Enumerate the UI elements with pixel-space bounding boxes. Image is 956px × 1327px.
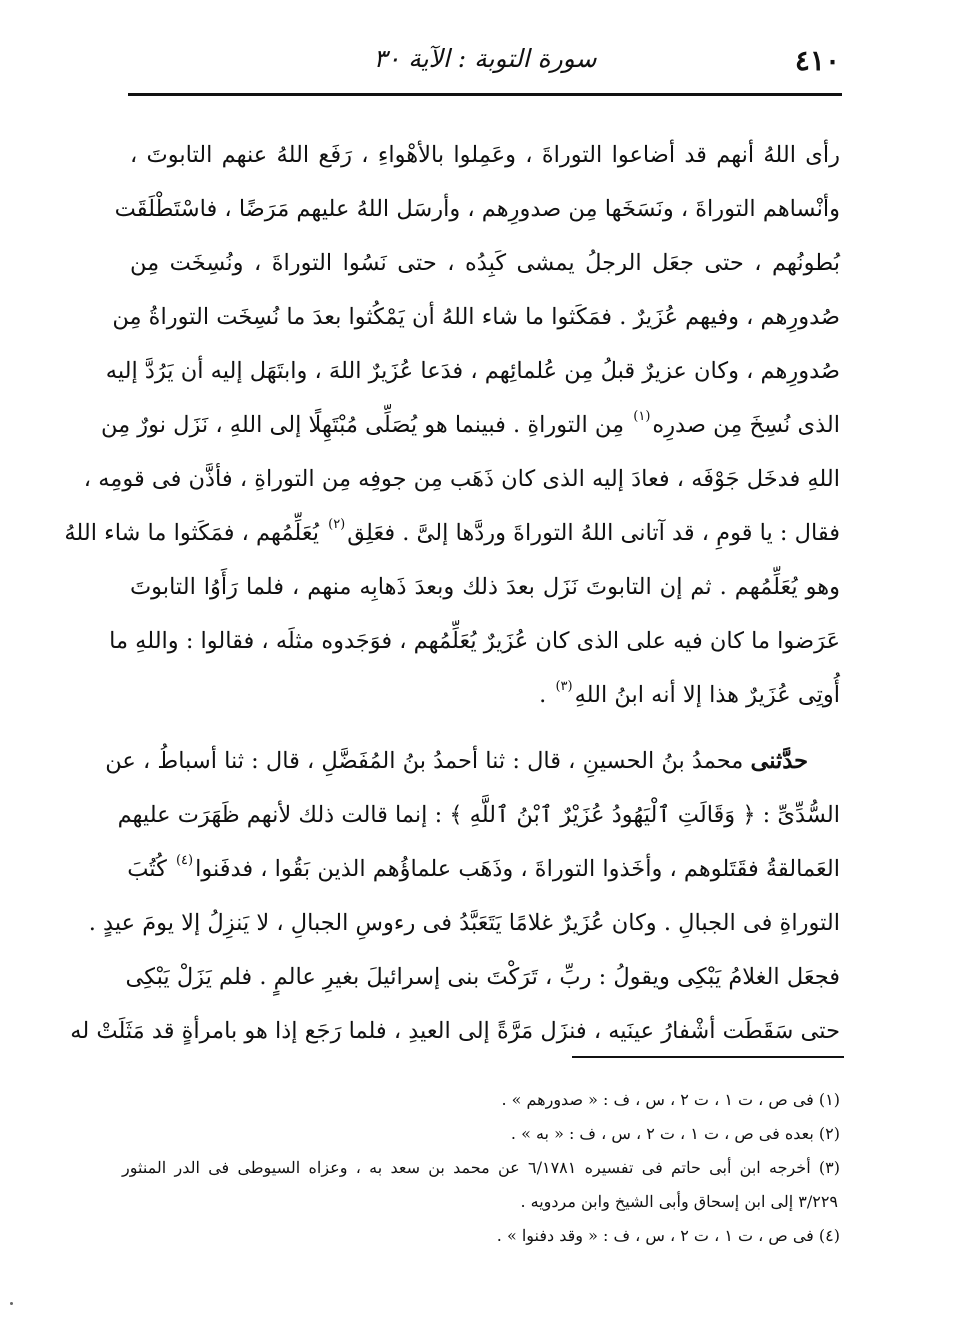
text-line: رأى اللهُ أنهم قد أضاعوا التوراةَ ، وعَمِلوا بالأهْواءِ ، رَفَع اللهُ عنهم التابوتَ ،	[130, 142, 840, 168]
text-segment: الذى نُسِخَ مِن صدرِه	[652, 412, 840, 438]
text-line: فجعَل الغلامُ يَبْكِى ويقولُ : ربِّ ، تَرَكْتَ بنى إسرائيلَ بغيرِ عالمٍ . فلم يَزَلْ يَبْكِى	[125, 964, 840, 990]
text-segment: مِن التوراةِ . فبينما هو يُصَلِّى مُبْتَهِلًا إلى اللهِ ، نَزَل نورٌ مِن	[100, 412, 625, 438]
text-line: التوراةِ فى الجبالِ . وكان عُزَيرٌ غلامًا يَتَعَبَّدُ فى رءوسِ الجبالِ ، لا يَنزِلُ إلا يومَ عيدٍ .	[88, 910, 840, 936]
text-line: السُّدِّىِّ : ﴿ وَقَالَتِ ٱلْيَهُودُ عُزَيْرٌ ٱبْنُ ٱللَّهِ ﴾ : إنما قالت ذلك لأنهم ظَهَرَت عليهم	[117, 802, 840, 828]
text-line: اللهِ فدخَل جَوْفَه ، فعادَ إليه الذى كان ذَهَب مِن جوفِه مِن التوراةِ ، فأذَّن فى قومِه ،	[83, 466, 840, 492]
footnote: (٢) بعده فى ص ، ت ١ ، ت ٢ ، س ، ف : « به » .	[510, 1124, 840, 1143]
text-segment: العَمالقةُ فقَتَلوهم ، وأخَذوا التوراةَ ، وذَهَب علماؤُهم الذين بَقُوا ، فدفَنوا	[195, 856, 840, 882]
paragraph-gap	[130, 722, 840, 734]
running-title: سورة التوبة : الآية ٣٠	[373, 44, 597, 73]
footnote-ref: (٢)	[328, 517, 346, 532]
footnote: (٣) أخرجه ابن أبى حاتم فى تفسيره ٦/١٧٨١ عن محمد بن سعد به ، وعزاه السيوطى فى الدر المنثور	[122, 1158, 841, 1177]
footnote-continuation: ٣/٢٢٩ إلى ابن إسحاق وأبى الشيخ وابن مردويه .	[520, 1192, 838, 1211]
text-segment: يُعَلِّمُهم ، فمَكَثوا ما شاء اللهُ	[64, 520, 319, 546]
text-line	[100, 398, 840, 452]
footnote: (٤) فى ص ، ت ١ ، ت ٢ ، س ، ف : « وقد دفنوا » .	[496, 1226, 840, 1245]
footnote-ref: (٤)	[175, 853, 194, 868]
chain-opening: حدَّثنى	[750, 748, 808, 774]
text-line: صُدورِهم ، وكان عزيرٌ قبلُ مِن عُلمائِهم ، فدَعا عُزَيرٌ اللهَ ، وابتَهَل إليه أن يَرُدَّ إليه	[105, 358, 840, 384]
text-line: بُطونُهم ، حتى جعَل الرجلُ يمشى كَبِدُه ، حتى نَسُوا التوراةَ ، ونُسِخَت مِن	[130, 250, 840, 276]
page-number: ٤١٠	[794, 44, 840, 77]
page-header	[130, 38, 840, 88]
main-text	[64, 128, 840, 1058]
text-line	[105, 734, 840, 788]
text-line: وهو يُعَلِّمُهم . ثم إن التابوتَ نَزَل بعدَ ذلك وبعدَ ذَهابِه منهم ، فلما رَأَوُا التابوتَ	[130, 574, 840, 600]
footnote: (١) فى ص ، ت ١ ، ت ٢ ، س ، ف : « صدورهم » .	[501, 1090, 840, 1109]
text-segment: فقال : يا قومِ ، قد آتانى اللهُ التوراةَ وردَّها إلىَّ . فعَلِق	[347, 520, 840, 546]
footnote-ref: (١)	[633, 409, 651, 424]
scan-speck	[10, 1302, 13, 1305]
footnote-separator	[572, 1056, 844, 1058]
text-segment: محمدُ بنُ الحسينِ ، قال : ثنا أحمدُ بنُ المُفَضَّلِ ، قال : ثنا أسباطُ ، عن	[105, 748, 744, 774]
text-line	[127, 842, 840, 896]
text-line: حتى سَقَطَت أشْفارُ عينَيه ، فنزَل مَرَّةً إلى العيدِ ، فلما رَجَع إذا هو بامرأةٍ قد مَثَلَتْ له	[70, 1018, 840, 1044]
text-segment: كُتُبَ	[127, 856, 167, 882]
text-line: أُوتِى عُزَيرٌ هذا إلا أنه ابنُ اللهِ$^{(٣)}$ .	[539, 679, 840, 708]
text-line	[64, 506, 840, 560]
footnote-ref: (٣)	[555, 679, 573, 694]
header-rule	[128, 93, 842, 96]
text-segment: أُوتِى عُزَيرٌ هذا إلا أنه ابنُ اللهِ	[574, 682, 840, 708]
text-line: صُدورِهم ، وفيهم عُزَيرٌ . فمَكَثوا ما شاء اللهُ أن يَمْكُثوا بعدَ ما نُسِخَت التوراةُ مِن	[112, 304, 840, 330]
text-line: وأنْساهم التوراةَ ، ونَسَخَها مِن صدورِهم ، وأرسَل اللهُ عليهم مَرَضًا ، فاسْتَطْلَقَت	[114, 196, 840, 222]
text-line: عَرَضوا ما كان فيه على الذى كان عُزَيرٌ يُعَلِّمُهم ، فوَجَدوه مثلَه ، فقالوا : واللهِ ما	[109, 628, 840, 654]
footnotes	[122, 1083, 840, 1253]
